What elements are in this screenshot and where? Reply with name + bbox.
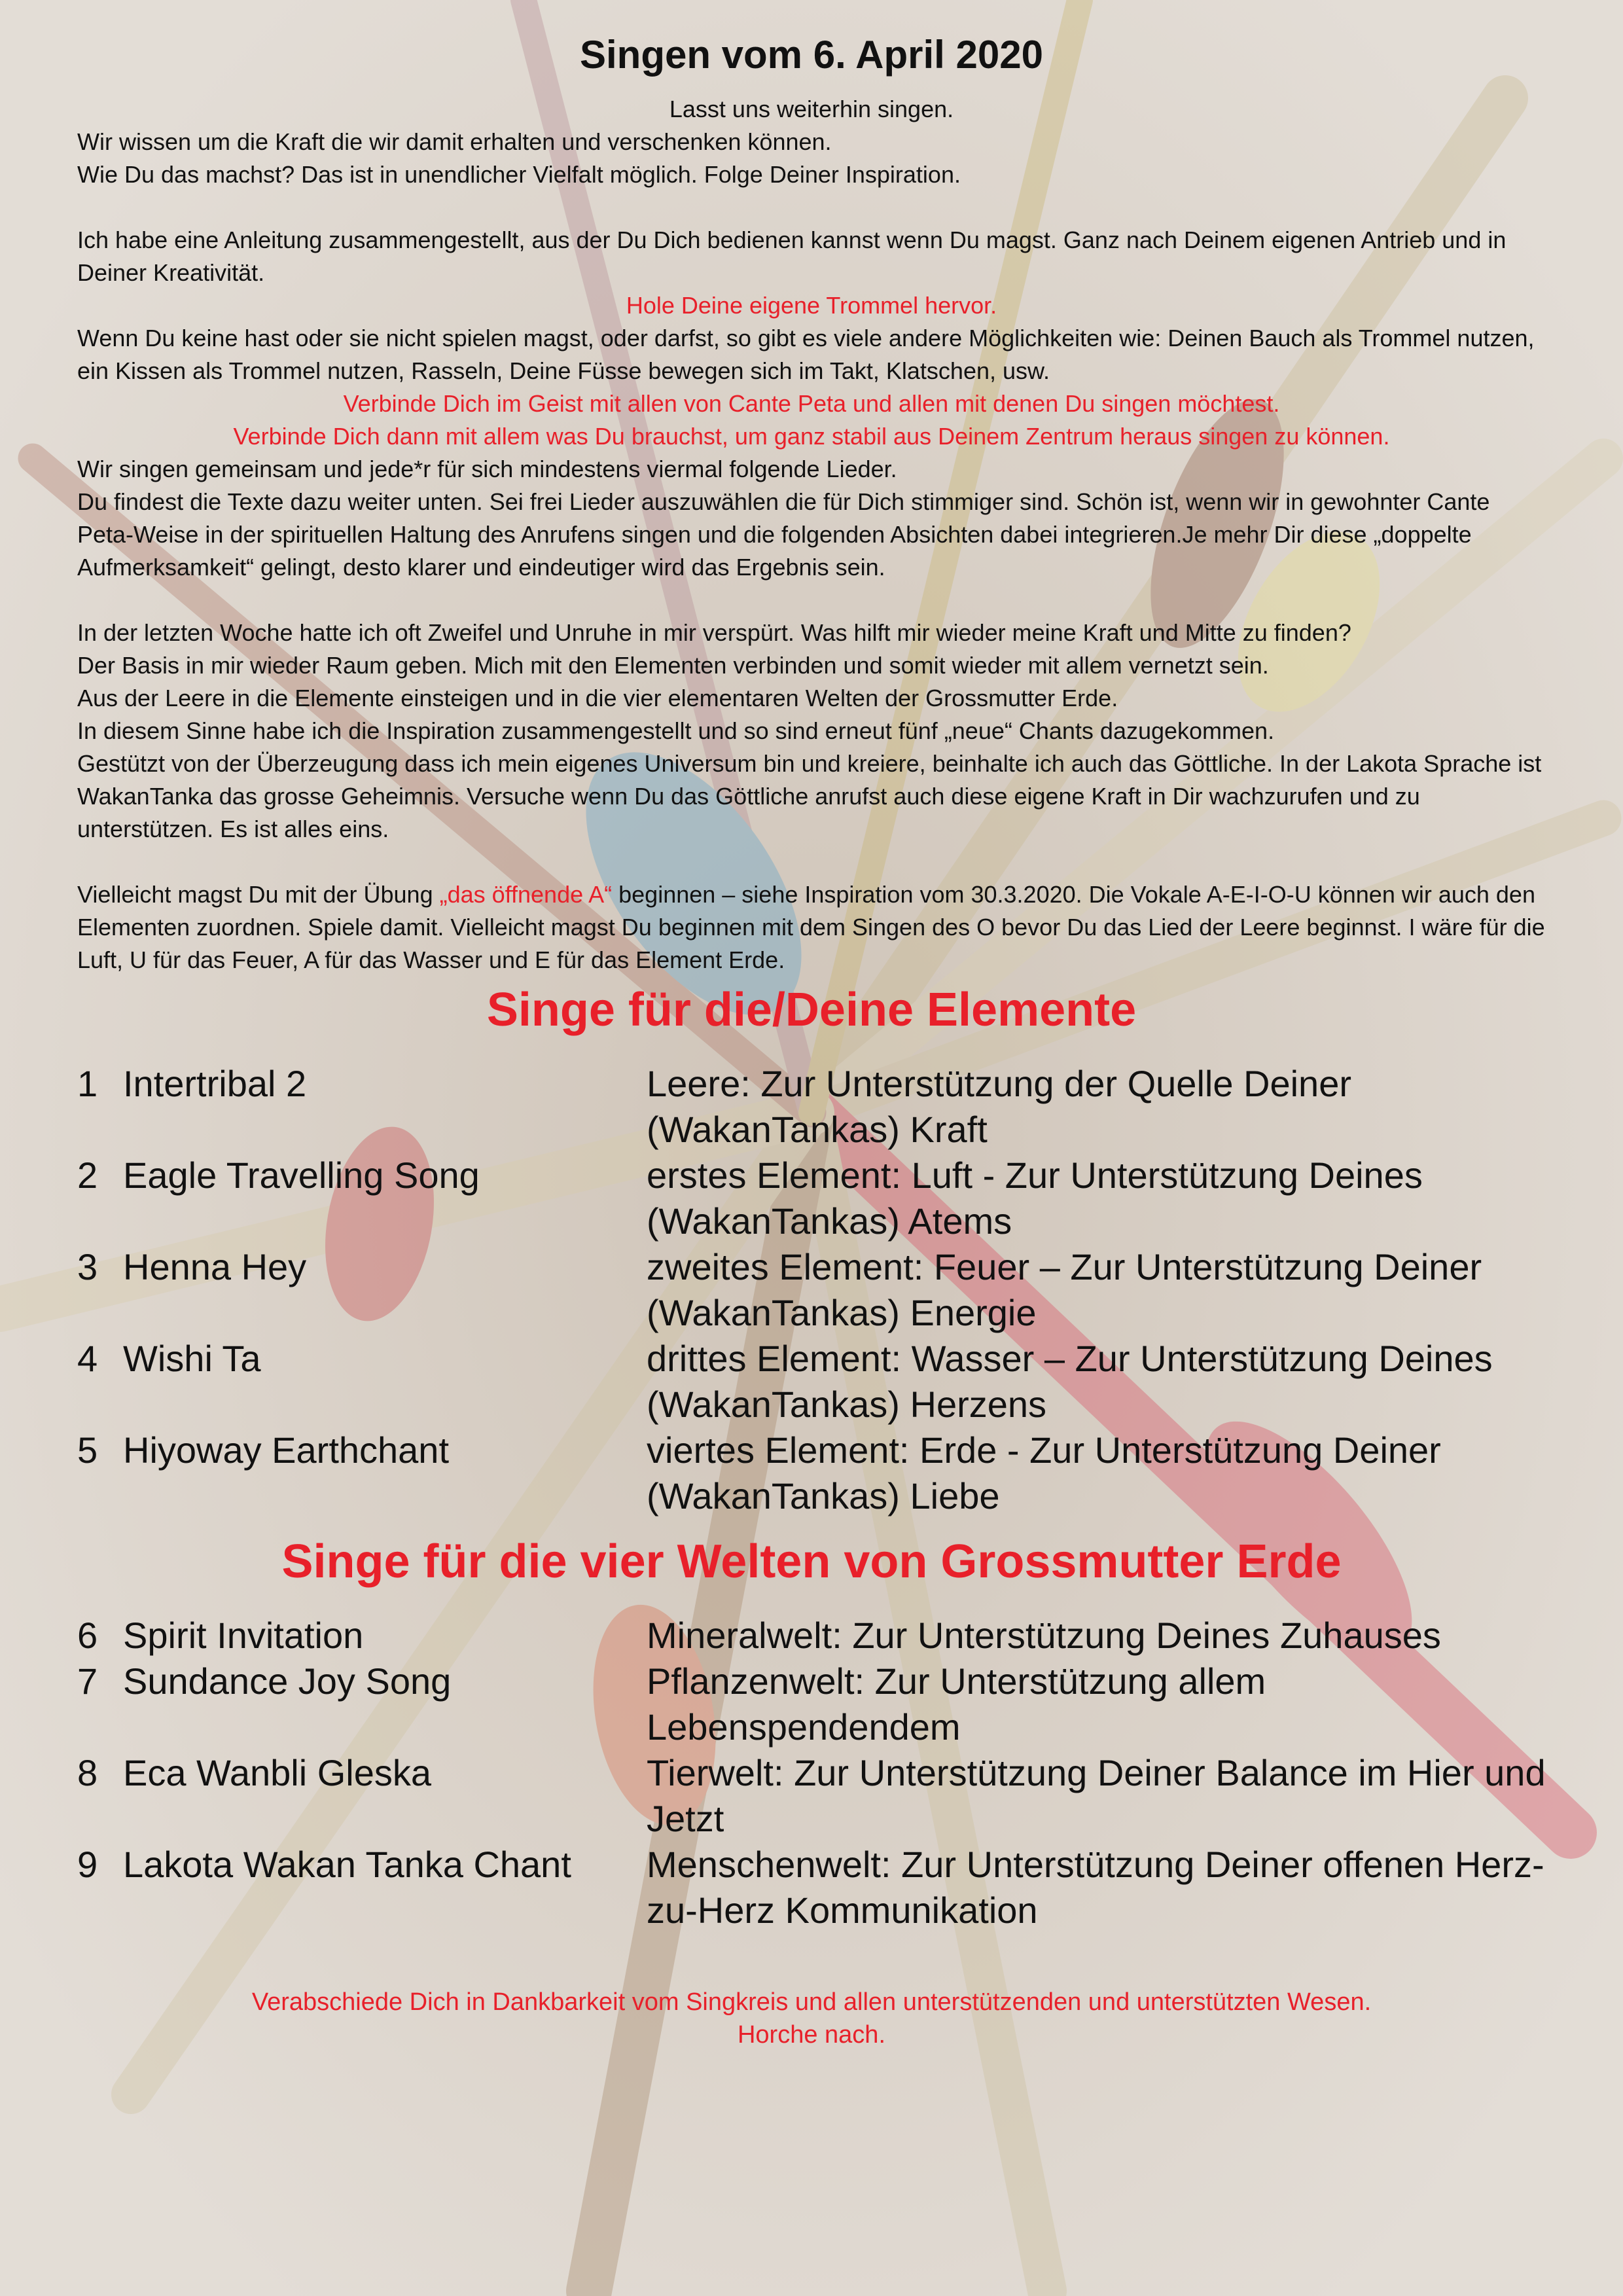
closing-line-2: Horche nach.	[737, 2020, 885, 2049]
document-body	[77, 31, 1546, 2051]
song-name: Lakota Wakan Tanka Chant	[123, 1843, 571, 1885]
together-line: Wir singen gemeinsam und jede*r für sich mindestens viermal folgende Lieder.	[77, 456, 897, 482]
section-worlds-heading: Singe für die vier Welten von Grossmutter Erde	[281, 1535, 1342, 1588]
song-number: 3	[77, 1246, 98, 1287]
texts-paragraph: Du findest die Texte dazu weiter unten. Sei frei Lieder auszuwählen die für Dich stimmiger sind. Schön ist, wenn wir in gewohnter Cante Peta-Weise in der spirituellen Haltung des Anrufens singen und die folgenden Absichten dabei integrieren.Je mehr Dir diese „doppelte Aufmerksamkeit“ gelingt, desto klarer und eindeutiger wird das Ergebnis sein.	[77, 488, 1490, 581]
song-description: drittes Element: Wasser – Zur Unterstützung Deines (WakanTankas) Herzens	[647, 1337, 1493, 1425]
reflection-p5: Gestützt von der Überzeugung dass ich mein eigenes Universum bin und kreiere, beinhalte ich auch das Göttliche. In der Lakota Sprache ist WakanTanka das grosse Geheimnis. Versuche wenn Du das Göttliche anrufst auch diese eigene Kraft in Dir wachzurufen und zu unterstützen. Es ist alles eins.	[77, 750, 1542, 842]
song-row	[77, 1427, 1546, 1519]
vowels-highlight: „das öffnende A“	[439, 881, 613, 908]
drum-paragraph: Wenn Du keine hast oder sie nicht spielen magst, oder darfst, so gibt es viele andere Möglichkeiten wie: Deinen Bauch als Trommel nutzen, ein Kissen als Trommel nutzen, Rasseln, Deine Füsse bewegen sich im Takt, Klatschen, usw.	[77, 325, 1535, 384]
reflection-p2: Der Basis in mir wieder Raum geben. Mich mit den Elementen verbinden und somit wieder mit allem vernetzt sein.	[77, 652, 1269, 679]
song-description: Pflanzenwelt: Zur Unterstützung allem Lebenspendendem	[647, 1660, 1266, 1748]
vowels-paragraph	[77, 878, 1546, 977]
reflection-p3: Aus der Leere in die Elemente einsteigen und in die vier elementaren Welten der Grossmutter Erde.	[77, 685, 1118, 711]
song-row	[77, 1061, 1546, 1153]
song-row	[77, 1659, 1546, 1750]
song-number: 9	[77, 1843, 98, 1885]
song-name: Eca Wanbli Gleska	[123, 1751, 431, 1793]
intro-line-2: Wir wissen um die Kraft die wir damit erhalten und verschenken können.	[77, 128, 832, 155]
reflection-p1: In der letzten Woche hatte ich oft Zweifel und Unruhe in mir verspürt. Was hilft mir wieder meine Kraft und Mitte zu finden?	[77, 619, 1351, 646]
vowels-before: Vielleicht magst Du mit der Übung	[77, 881, 440, 908]
guide-paragraph: Ich habe eine Anleitung zusammengestellt, aus der Du Dich bedienen kannst wenn Du magst. Ganz nach Deinem eigenen Antrieb und in Deiner Kreativität.	[77, 226, 1507, 286]
song-name: Henna Hey	[123, 1246, 307, 1287]
worlds-song-list	[77, 1613, 1546, 1933]
song-row	[77, 1613, 1546, 1659]
song-number: 2	[77, 1154, 98, 1196]
song-number: 6	[77, 1614, 98, 1656]
song-number: 5	[77, 1429, 98, 1471]
song-description: erstes Element: Luft - Zur Unterstützung Deines (WakanTankas) Atems	[647, 1154, 1423, 1242]
song-number: 7	[77, 1660, 98, 1702]
connect-line-1: Verbinde Dich im Geist mit allen von Cante Peta und allen mit denen Du singen möchtest.	[343, 390, 1280, 417]
song-name: Spirit Invitation	[123, 1614, 364, 1656]
page-title: Singen vom 6. April 2020	[579, 33, 1044, 77]
song-description: Menschenwelt: Zur Unterstützung Deiner offenen Herz-zu-Herz Kommunikation	[647, 1843, 1544, 1931]
song-row	[77, 1750, 1546, 1842]
song-number: 4	[77, 1337, 98, 1379]
closing-note	[77, 1986, 1546, 2051]
song-number: 1	[77, 1062, 98, 1104]
closing-line-1: Verabschiede Dich in Dankbarkeit vom Singkreis und allen unterstützenden und unterstützten Wesen.	[251, 1988, 1372, 2016]
song-row	[77, 1336, 1546, 1427]
song-description: Mineralwelt: Zur Unterstützung Deines Zuhauses	[647, 1614, 1441, 1656]
song-name: Wishi Ta	[123, 1337, 261, 1379]
song-row	[77, 1153, 1546, 1244]
vowels-after: beginnen – siehe Inspiration vom 30.3.2020. Die Vokale A-E-I-O-U können wir auch den Elementen zuordnen. Spiele damit. Vielleicht magst Du beginnen mit dem Singen des O bevor Du das Lied der Leere beginnst. I wäre für die Luft, U für das Feuer, A für das Wasser und E für das Element Erde.	[77, 881, 1545, 973]
reflection-p4: In diesem Sinne habe ich die Inspiration zusammengestellt und so sind erneut fünf „neue“ Chants dazugekommen.	[77, 717, 1275, 744]
song-description: zweites Element: Feuer – Zur Unterstützung Deiner (WakanTankas) Energie	[647, 1246, 1482, 1333]
connect-line-2: Verbinde Dich dann mit allem was Du brauchst, um ganz stabil aus Deinem Zentrum heraus singen zu können.	[233, 423, 1390, 450]
song-name: Hiyoway Earthchant	[123, 1429, 450, 1471]
song-description: Leere: Zur Unterstützung der Quelle Deiner (WakanTankas) Kraft	[647, 1062, 1351, 1150]
section-elements-heading: Singe für die/Deine Elemente	[486, 984, 1137, 1036]
song-name: Sundance Joy Song	[123, 1660, 452, 1702]
song-row	[77, 1244, 1546, 1336]
intro-line-1: Lasst uns weiterhin singen.	[669, 96, 954, 122]
song-description: Tierwelt: Zur Unterstützung Deiner Balance im Hier und Jetzt	[647, 1751, 1546, 1839]
song-row	[77, 1842, 1546, 1933]
song-number: 8	[77, 1751, 98, 1793]
song-description: viertes Element: Erde - Zur Unterstützung Deiner (WakanTankas) Liebe	[647, 1429, 1441, 1516]
elements-song-list	[77, 1061, 1546, 1519]
drum-heading: Hole Deine eigene Trommel hervor.	[626, 292, 997, 319]
intro-line-3: Wie Du das machst? Das ist in unendlicher Vielfalt möglich. Folge Deiner Inspiration.	[77, 161, 961, 188]
song-name: Intertribal 2	[123, 1062, 307, 1104]
song-name: Eagle Travelling Song	[123, 1154, 480, 1196]
